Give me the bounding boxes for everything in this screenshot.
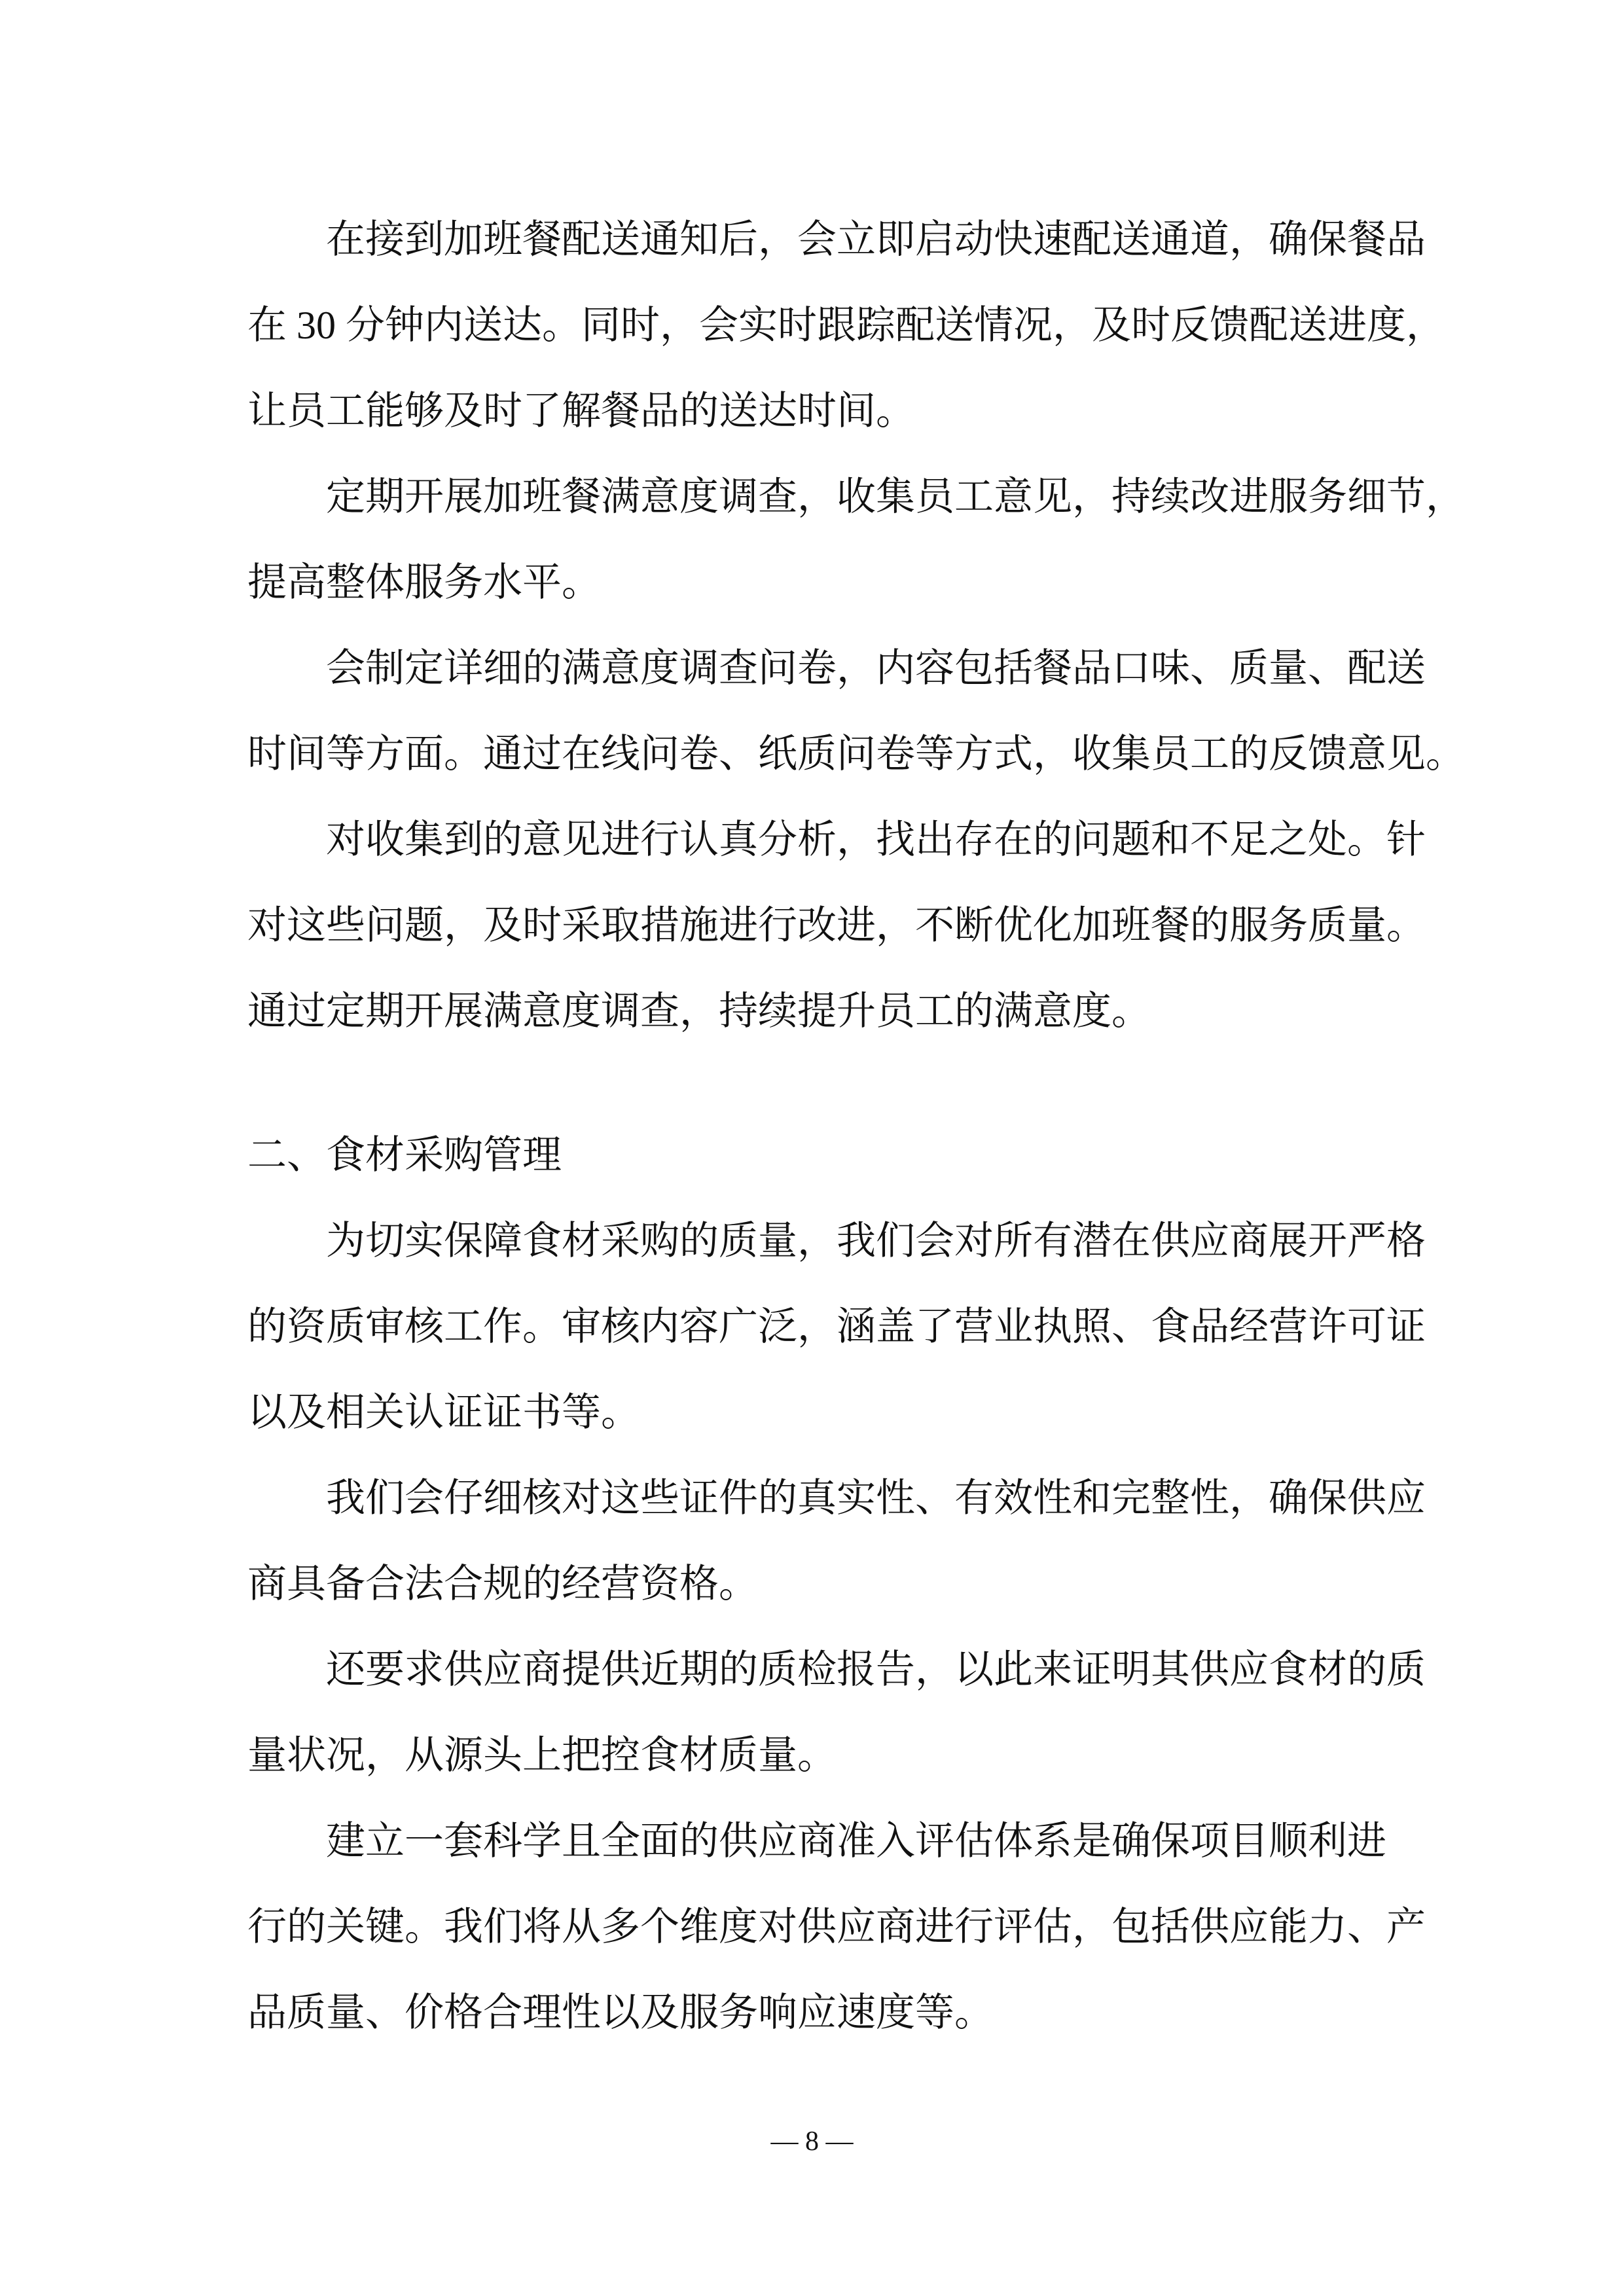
section-delivery-satisfaction [247, 197, 1465, 1054]
paragraph-line: 建立一套科学且全面的供应商准入评估体系是确保项目顺利进 [326, 1820, 1386, 1863]
paragraph-line: 提高整体服务水平。 [247, 561, 601, 604]
paragraph [247, 1456, 1426, 1627]
section-procurement [247, 1198, 1426, 2056]
paragraph-line: 以及相关认证证书等。 [247, 1391, 640, 1434]
paragraph-line: 行的关键。我们将从多个维度对供应商进行评估，包括供应能力、产 [247, 1905, 1426, 1948]
page-number: — 8 — [770, 2126, 854, 2157]
paragraph-line: 对收集到的意见进行认真分析，找出存在的问题和不足之处。针 [326, 818, 1426, 861]
paragraph-line: 为切实保障食材采购的质量，我们会对所有潜在供应商展开严格 [326, 1219, 1426, 1263]
paragraph-line: 商具备合法合规的经营资格。 [247, 1562, 758, 1605]
paragraph [247, 1627, 1426, 1799]
document-body [247, 197, 1465, 2056]
paragraph-line: 还要求供应商提供近期的质检报告，以此来证明其供应食材的质 [326, 1648, 1426, 1691]
paragraph [247, 797, 1426, 1054]
paragraph [247, 454, 1465, 626]
paragraph-line: 我们会仔细核对这些证件的真实性、有效性和完整性，确保供应 [326, 1477, 1426, 1520]
paragraph-line: 量状况，从源头上把控食材质量。 [247, 1734, 837, 1777]
paragraph-line: 的资质审核工作。审核内容广泛，涵盖了营业执照、食品经营许可证 [247, 1305, 1426, 1348]
paragraph-line: 在接到加班餐配送通知后，会立即启动快速配送通道，确保餐品 [326, 218, 1426, 261]
section-heading: 二、食材采购管理 [247, 1134, 562, 1177]
paragraph-line: 会制定详细的满意度调查问卷，内容包括餐品口味、质量、配送 [326, 647, 1426, 690]
paragraph-line: 品质量、价格合理性以及服务响应速度等。 [247, 1991, 994, 2034]
paragraph [247, 626, 1465, 797]
paragraph-line: 时间等方面。通过在线问卷、纸质问卷等方式，收集员工的反馈意见。 [247, 732, 1465, 776]
paragraph [247, 1198, 1426, 1456]
paragraph [247, 1799, 1426, 2056]
paragraph-line: 在 30 分钟内送达。同时，会实时跟踪配送情况，及时反馈配送进度， [247, 304, 1445, 347]
paragraph-line: 定期开展加班餐满意度调查，收集员工意见，持续改进服务细节， [326, 475, 1465, 518]
paragraph-line: 通过定期开展满意度调查，持续提升员工的满意度。 [247, 990, 1151, 1033]
paragraph-line: 让员工能够及时了解餐品的送达时间。 [247, 389, 915, 433]
paragraph [247, 197, 1445, 454]
paragraph-line: 对这些问题，及时采取措施进行改进，不断优化加班餐的服务质量。 [247, 904, 1426, 947]
